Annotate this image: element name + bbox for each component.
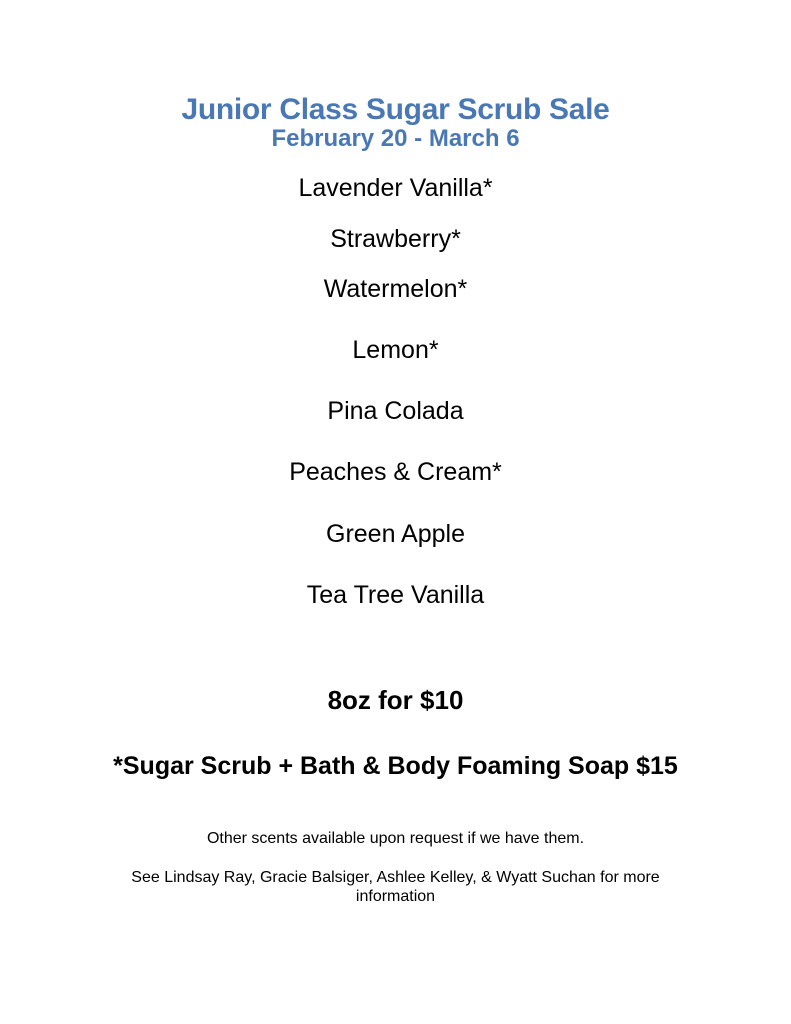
scent-item: Lavender Vanilla* <box>298 174 493 202</box>
base-price: 8oz for $10 <box>327 685 464 715</box>
scent-item: Lemon* <box>352 336 439 364</box>
other-scents-note: Other scents available upon request if we have them. <box>206 830 585 847</box>
scent-item: Tea Tree Vanilla <box>306 581 485 609</box>
scent-item: Peaches & Cream* <box>289 458 502 486</box>
scent-item: Strawberry* <box>330 225 461 253</box>
flyer-title: Junior Class Sugar Scrub Sale <box>181 93 610 126</box>
scent-item: Pina Colada <box>327 397 464 425</box>
scent-item: Green Apple <box>326 520 465 548</box>
sale-dates: February 20 - March 6 <box>271 125 520 152</box>
bundle-price: *Sugar Scrub + Bath & Body Foaming Soap $15 <box>113 752 678 780</box>
scent-item: Watermelon* <box>323 275 468 303</box>
contact-info: See Lindsay Ray, Gracie Balsiger, Ashlee Kelley, & Wyatt Suchan for more information <box>131 869 660 905</box>
